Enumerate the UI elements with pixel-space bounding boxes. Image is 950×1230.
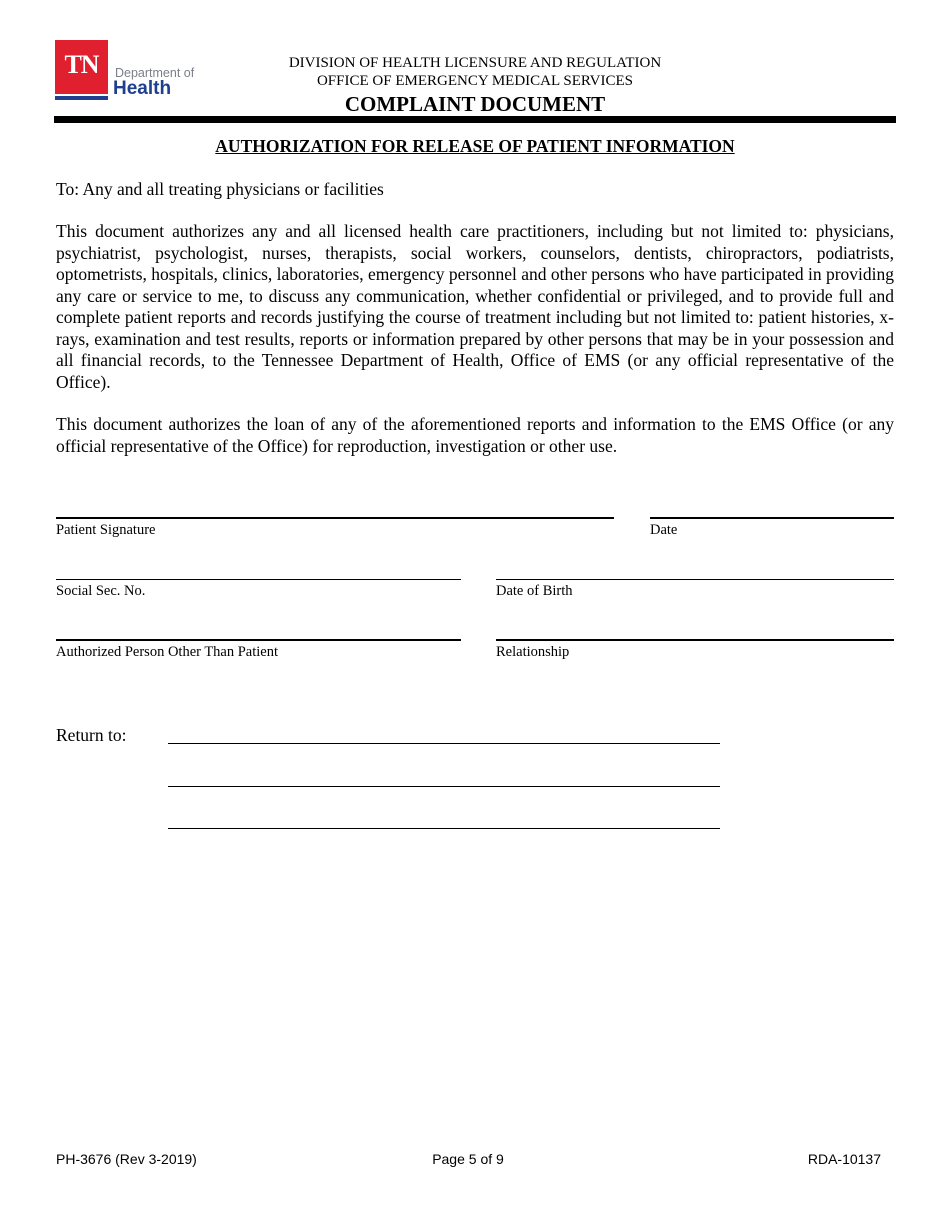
header-division: DIVISION OF HEALTH LICENSURE AND REGULATION — [288, 55, 662, 71]
return-address-line-2[interactable] — [168, 786, 720, 787]
footer-form-id: PH-3676 (Rev 3-2019) — [56, 1151, 197, 1167]
logo-department-text: Department of — [115, 66, 195, 80]
patient-signature-line[interactable] — [56, 517, 614, 519]
authorization-paragraph-2: This document authorizes the loan of any of the aforementioned reports and information to the EMS Office (or any official representative of the Office) for reproduction, investigation or other use. — [56, 414, 894, 456]
document-title: AUTHORIZATION FOR RELEASE OF PATIENT INFORMATION — [215, 136, 735, 156]
authorized-person-line[interactable] — [56, 639, 461, 641]
relationship-label: Relationship — [496, 644, 570, 660]
relationship-line[interactable] — [496, 639, 894, 641]
ssn-line[interactable] — [56, 579, 461, 580]
dob-label: Date of Birth — [496, 583, 573, 599]
ssn-label: Social Sec. No. — [56, 583, 146, 599]
to-line: To: Any and all treating physicians or facilities — [56, 179, 384, 199]
logo-health-text: Health — [113, 78, 172, 99]
header-rule — [54, 116, 896, 123]
authorization-paragraph-1: This document authorizes any and all licensed health care practitioners, including but not limited to: physicians, psychiatrist, psychologist, nurses, therapists, social workers, counselors, dentists, chiropractors, podiatrists, optometrists, hospitals, clinics, laboratories, emergency personnel and other persons who have participated in providing any care or service to me, to discuss any communication, whether confidential or privileged, and to provide full and complete patient reports and records justifying the course of treatment including but not limited to: patient histories, x-rays, examination and test results, reports or information prepared by other persons that may be in your possession and all financial records, to the Tennessee Department of Health, Office of EMS (or any official representative of the Office). — [56, 221, 895, 392]
return-to-label: Return to: — [56, 725, 127, 745]
dob-line[interactable] — [496, 579, 894, 580]
logo-tn-text: TN — [64, 50, 99, 79]
date-line[interactable] — [650, 517, 894, 519]
patient-signature-label: Patient Signature — [56, 522, 156, 538]
authorized-person-label: Authorized Person Other Than Patient — [56, 644, 279, 660]
return-address-line-3[interactable] — [168, 828, 720, 829]
date-label: Date — [650, 522, 678, 538]
footer-rda: RDA-10137 — [807, 1151, 881, 1167]
header-office: OFFICE OF EMERGENCY MEDICAL SERVICES — [316, 73, 634, 89]
return-address-line-1[interactable] — [168, 743, 720, 744]
header-doc-type: COMPLAINT DOCUMENT — [344, 92, 606, 116]
footer-page-number: Page 5 of 9 — [432, 1151, 504, 1167]
